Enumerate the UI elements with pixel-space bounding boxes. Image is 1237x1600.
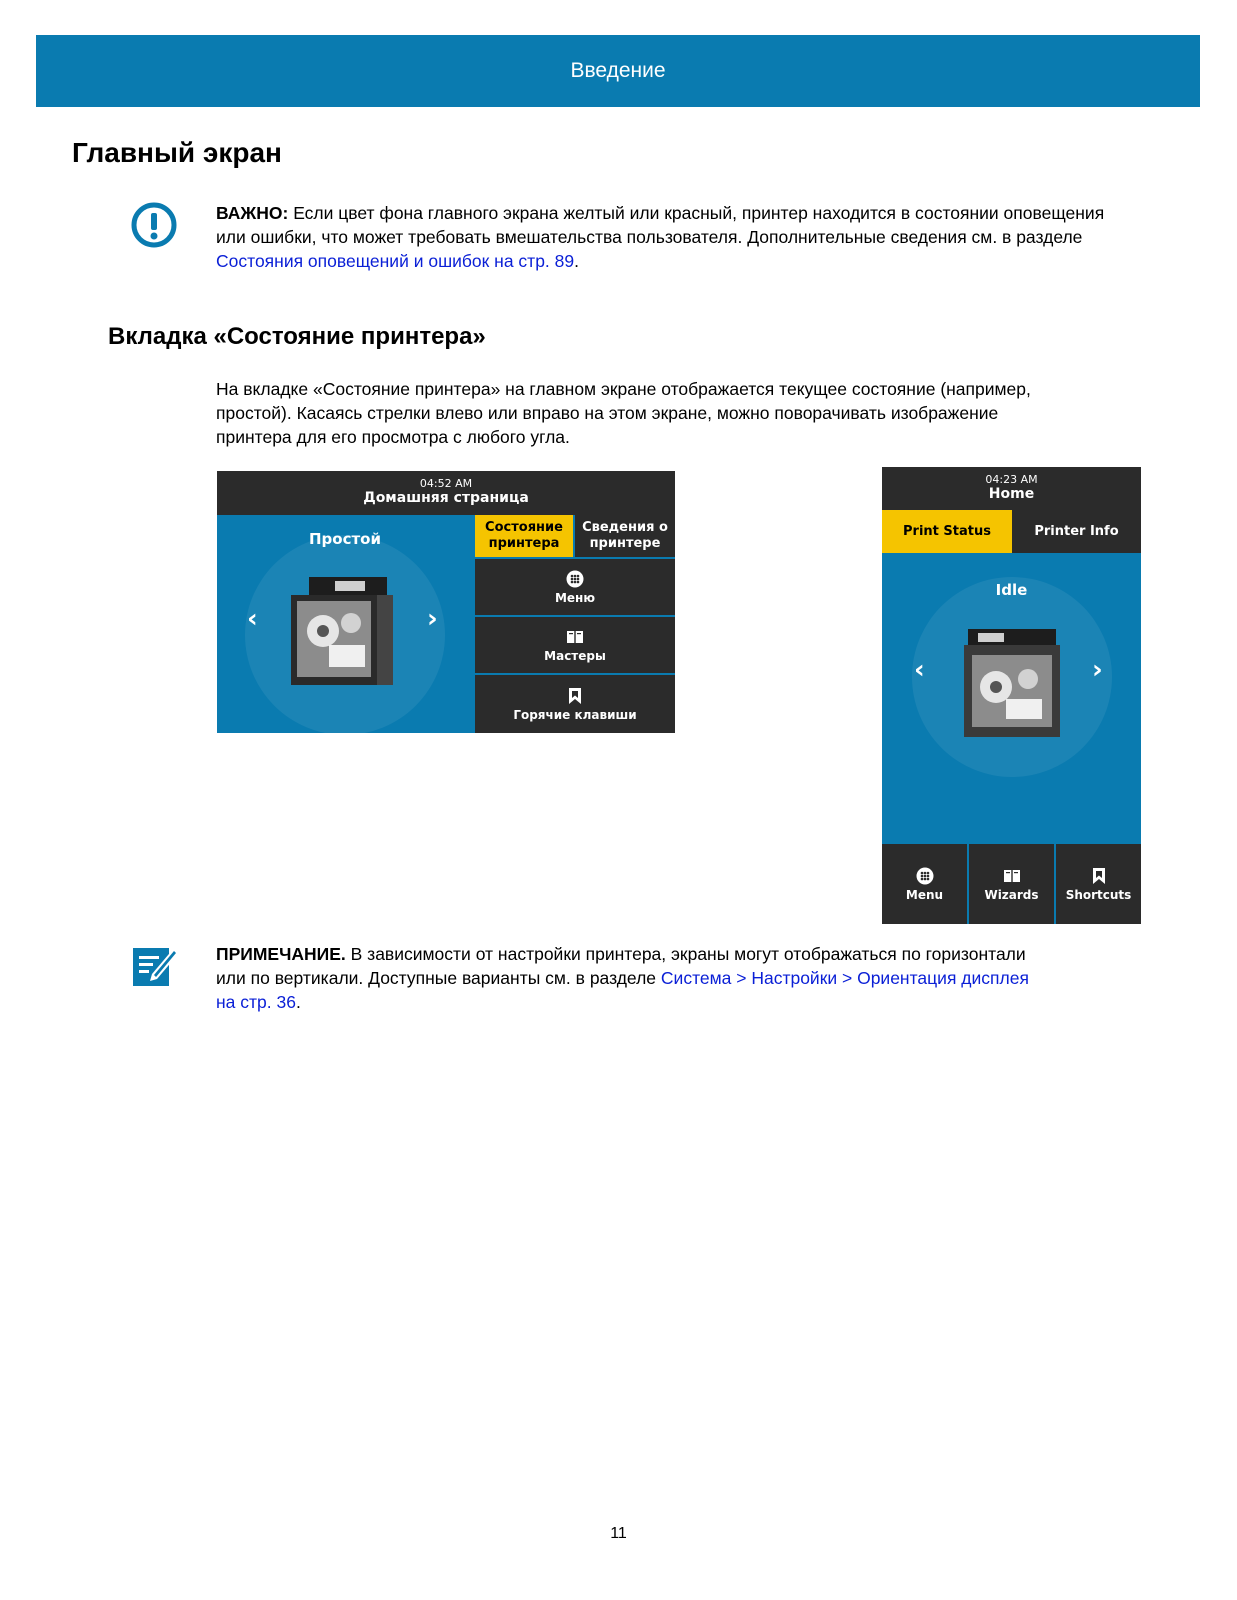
- shortcuts-button-portrait[interactable]: [1056, 844, 1141, 924]
- tab-print-status-portrait[interactable]: [882, 510, 1012, 553]
- note-line-1: В зависимости от настройки принтера, экраны могут отображаться по горизонтали: [350, 944, 1026, 964]
- important-label: ВАЖНО:: [216, 203, 289, 223]
- wizards-label-portrait: Wizards: [984, 887, 1039, 902]
- landscape-home-screen: [217, 471, 675, 733]
- grid-dots-icon: [916, 867, 934, 885]
- landscape-status-label: Простой: [309, 530, 381, 548]
- important-text: Если цвет фона главного экрана желтый или красный, принтер находится в состоянии оповещения или ошибки, что может требовать вмешательства пользователя. Дополнительные сведения см. в разделе: [216, 203, 1105, 247]
- portrait-status-label: Idle: [995, 581, 1028, 599]
- section-subtitle: Вкладка «Состояние принтера»: [108, 323, 486, 350]
- note-link-page[interactable]: на стр. 36: [216, 992, 296, 1012]
- wizards-label: Мастеры: [544, 648, 606, 663]
- important-end: .: [574, 251, 579, 271]
- bookmark-icon: [1090, 867, 1108, 885]
- menu-button[interactable]: [475, 559, 675, 615]
- landscape-header-bar: [217, 471, 675, 515]
- shortcuts-label: Горячие клавиши: [513, 707, 637, 722]
- page-title: Главный экран: [72, 137, 282, 168]
- printer-image-portrait: [962, 627, 1062, 739]
- menu-label: Меню: [554, 590, 596, 605]
- note-end: .: [295, 992, 301, 1012]
- tab-printer-info-label: Сведения о принтере: [582, 520, 668, 551]
- section-banner: [36, 35, 1200, 107]
- menu-button-portrait[interactable]: [882, 844, 967, 924]
- tab-print-status-portrait-label: Print Status: [903, 523, 991, 539]
- body-line-1: На вкладке «Состояние принтера» на главном экране отображается текущее состояние (например,: [216, 379, 1031, 399]
- tab-printer-info-portrait-label: Printer Info: [1034, 523, 1119, 539]
- rotate-left-icon[interactable]: ‹: [247, 604, 258, 634]
- wizards-button-portrait[interactable]: [969, 844, 1054, 924]
- printer-image: [287, 575, 397, 687]
- important-link[interactable]: Состояния оповещений и ошибок на стр. 89: [216, 251, 575, 271]
- body-line-2: простой). Касаясь стрелки влево или вправо на этом экране, можно поворачивать изображение: [216, 403, 999, 423]
- landscape-time: 04:52 AM: [419, 477, 473, 490]
- note-paragraph: [216, 942, 1176, 1014]
- body-paragraph: [216, 377, 1176, 449]
- menu-label-portrait: Menu: [905, 887, 944, 902]
- shortcuts-label-portrait: Shortcuts: [1065, 887, 1132, 902]
- exclamation-circle-icon: [130, 201, 178, 249]
- shortcuts-button[interactable]: [475, 675, 675, 733]
- portrait-title: Home: [988, 486, 1035, 502]
- wizards-button[interactable]: [475, 617, 675, 673]
- tab-printer-info[interactable]: [575, 515, 675, 557]
- rotate-right-icon[interactable]: ›: [427, 604, 438, 634]
- landscape-title: Домашняя страница: [363, 490, 529, 506]
- body-line-3: принтера для его просмотра с любого угла.: [216, 427, 570, 447]
- important-paragraph: [216, 201, 1116, 273]
- tab-printer-info-portrait[interactable]: [1012, 510, 1141, 553]
- portrait-time: 04:23 AM: [985, 473, 1038, 486]
- note-link-orientation[interactable]: Система > Настройки > Ориентация дисплея: [660, 968, 1029, 988]
- book-icon: [1003, 867, 1021, 885]
- rotate-right-icon-portrait[interactable]: ›: [1092, 655, 1103, 685]
- tab-print-status[interactable]: [475, 515, 573, 557]
- book-icon: [566, 628, 584, 646]
- note-pencil-icon: [130, 940, 180, 990]
- portrait-home-screen: [882, 467, 1141, 924]
- page-number: 11: [610, 1525, 627, 1542]
- section-title: Введение: [570, 59, 666, 82]
- bookmark-icon: [566, 687, 584, 705]
- grid-dots-icon: [566, 570, 584, 588]
- note-label: ПРИМЕЧАНИЕ.: [216, 944, 346, 964]
- note-line-2: или по вертикали. Доступные варианты см. в разделе: [216, 968, 657, 988]
- portrait-header-bar: [882, 467, 1141, 510]
- tab-print-status-label: Состояние принтера: [485, 520, 563, 551]
- rotate-left-icon-portrait[interactable]: ‹: [914, 655, 925, 685]
